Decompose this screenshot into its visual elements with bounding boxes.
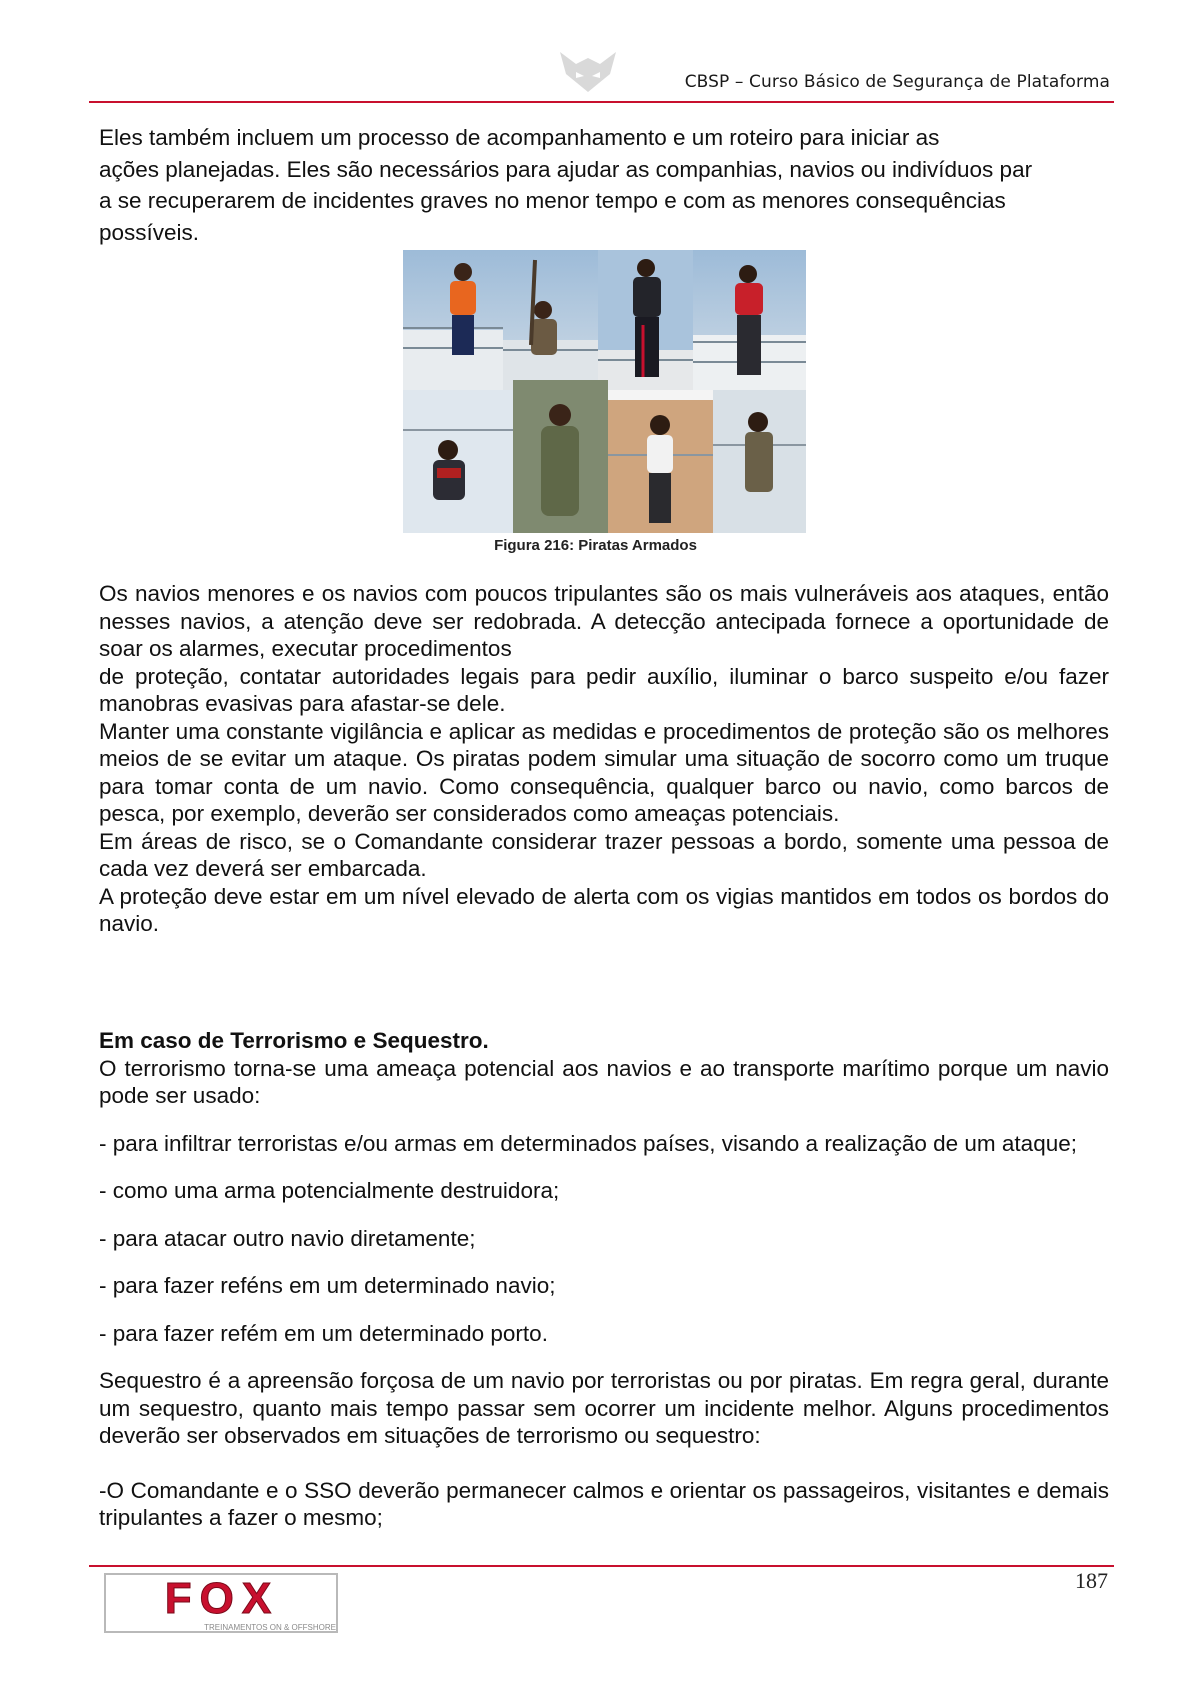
fox-logo xyxy=(104,1571,340,1637)
intro-line: possíveis. xyxy=(99,219,200,245)
list-item: - para fazer refém em um determinado porto. xyxy=(99,1320,548,1346)
header-title: CBSP – Curso Básico de Segurança de Plataforma xyxy=(684,72,1110,92)
header-divider xyxy=(89,101,1114,103)
body-paragraph: A proteção deve estar em um nível elevado de alerta com os vigias mantidos em todos os bordos do navio. xyxy=(99,883,1109,936)
body-paragraph: -O Comandante e o SSO deverão permanecer calmos e orientar os passageiros, visitantes e demais tripulantes a fazer o mesmo; xyxy=(99,1477,1109,1530)
fox-logo-subtitle: TREINAMENTOS ON & OFFSHORE xyxy=(204,1623,336,1632)
body-paragraph: Em áreas de risco, se o Comandante considerar trazer pessoas a bordo, somente uma pessoa de cada vez deverá ser embarcada. xyxy=(99,828,1109,881)
list-item: - como uma arma potencialmente destruidora; xyxy=(99,1178,560,1203)
list-item: - para infiltrar terroristas e/ou armas em determinados países, visando a realização de um ataque; xyxy=(99,1130,1077,1156)
fox-watermark-icon xyxy=(556,48,620,96)
body-paragraph: O terrorismo torna-se uma ameaça potencial aos navios e ao transporte marítimo porque um navio pode ser usado: xyxy=(99,1055,1109,1108)
pirates-photo-collage xyxy=(403,250,806,533)
terrorism-section xyxy=(99,1027,1109,1532)
intro-paragraph xyxy=(99,122,1109,248)
page-number: 187 xyxy=(1075,1568,1108,1593)
fox-logo-text: FOX xyxy=(164,1574,280,1623)
pirates-section xyxy=(99,580,1109,938)
body-paragraph: Manter uma constante vigilância e aplicar as medidas e procedimentos de proteção são os melhores meios de se evitar um ataque. Os piratas podem simular uma situação de socorro como um truque para tomar conta de um navio. Como consequência, qualquer barco ou navio, como barcos de pesca, por exemplo, deverão ser considerados como ameaças potenciais. xyxy=(99,718,1109,826)
intro-line: a se recuperarem de incidentes graves no menor tempo e com as menores consequências xyxy=(99,188,1006,213)
section-heading: Em caso de Terrorismo e Sequestro. xyxy=(99,1028,489,1053)
list-item: - para atacar outro navio diretamente; xyxy=(99,1225,476,1251)
list-item: - para fazer reféns em um determinado navio; xyxy=(99,1273,556,1298)
intro-line: Eles também incluem um processo de acompanhamento e um roteiro para iniciar as xyxy=(99,125,940,150)
body-paragraph: Os navios menores e os navios com poucos tripulantes são os mais vulneráveis aos ataques, então nesses navios, a atenção deve ser redobrada. A detecção antecipada fornece a oportunidade de soar os alarmes, executar procedimentos xyxy=(99,581,1109,661)
figure-caption: Figura 216: Piratas Armados xyxy=(494,537,697,554)
intro-line: ações planejadas. Eles são necessários para ajudar as companhias, navios ou indivíduos par xyxy=(99,156,1033,182)
body-paragraph: de proteção, contatar autoridades legais para pedir auxílio, iluminar o barco suspeito e/ou fazer manobras evasivas para afastar-se dele. xyxy=(99,663,1109,716)
body-paragraph: Sequestro é a apreensão forçosa de um navio por terroristas ou por piratas. Em regra geral, durante um sequestro, quanto mais tempo passar sem ocorrer um incidente melhor. Alguns procedimentos deverão ser observados em situações de terrorismo ou sequestro: xyxy=(99,1368,1109,1448)
footer-divider xyxy=(89,1565,1114,1567)
